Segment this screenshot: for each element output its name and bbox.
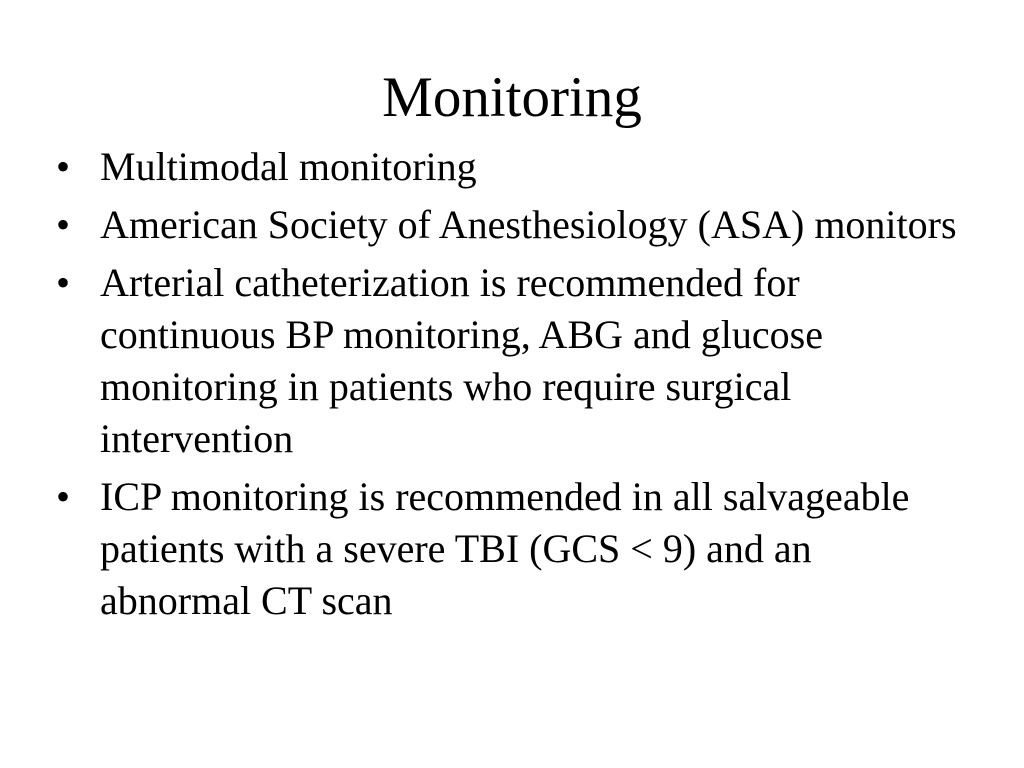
bullet-item-icp-monitoring <box>56 471 966 627</box>
bullet-text: ICP monitoring is recommended in all salvageable patients with a severe TBI (GCS < 9) and an abnormal CT scan <box>100 474 910 623</box>
bullet-list <box>56 141 966 633</box>
bullet-item-arterial-catheterization <box>56 257 966 465</box>
bullet-text: Multimodal monitoring <box>100 144 477 189</box>
bullet-icon: • <box>56 202 71 247</box>
bullet-item-multimodal-monitoring <box>56 141 966 193</box>
bullet-text: Arterial catheterization is recommended for continuous BP monitoring, ABG and glucose monitoring in patients who require surgical intervention <box>100 260 823 461</box>
bullet-item-asa-monitors <box>56 199 966 251</box>
bullet-icon: • <box>56 144 71 189</box>
bullet-icon: • <box>56 260 71 305</box>
bullet-icon: • <box>56 474 71 519</box>
bullet-text: American Society of Anesthesiology (ASA) monitors <box>100 202 957 247</box>
slide-title: Monitoring <box>382 66 642 129</box>
